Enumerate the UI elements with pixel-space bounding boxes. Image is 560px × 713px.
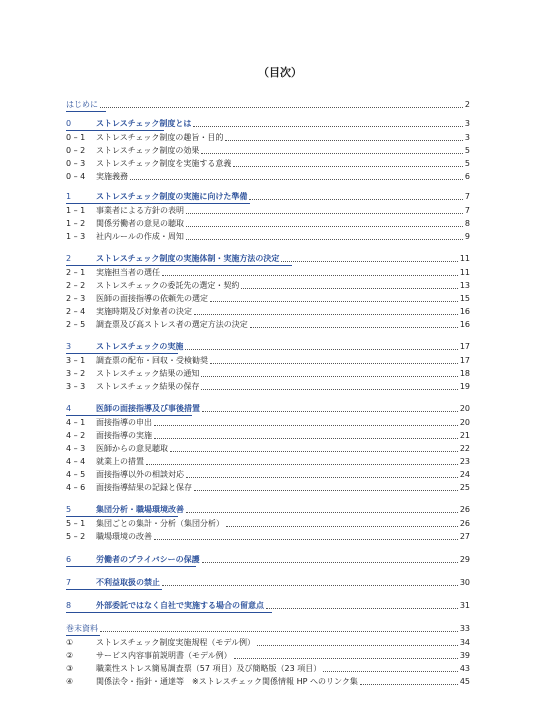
toc-entry[interactable] [66,416,470,428]
toc-leader-dots [210,301,458,302]
toc-leader-dots [201,153,463,154]
section-underline [66,589,162,590]
table-of-contents [66,0,470,713]
toc-entry-label: 職場環境の改善 [96,532,152,541]
toc-entry-page-number: 3 [464,133,470,142]
toc-entry[interactable] [66,230,470,242]
toc-entry-number: 0 – 1 [66,133,86,142]
toc-entry-page-number: 18 [459,369,470,378]
toc-entry-label: 外部委託ではなく自社で実施する場合の留意点 [96,601,264,610]
toc-entry-number: 3 – 1 [66,356,86,365]
toc-entry[interactable] [66,649,470,661]
section-underline [66,612,272,613]
toc-leader-dots [249,199,463,200]
toc-entry[interactable] [66,481,470,493]
toc-entry-page-number: 7 [464,192,470,201]
toc-entry-label: ストレスチェック制度とは [96,119,192,128]
toc-entry[interactable] [66,204,470,216]
toc-entry[interactable] [66,318,470,330]
toc-entry-page-number: 17 [459,356,470,365]
toc-entry-page-number: 15 [459,294,470,303]
toc-entry[interactable] [66,157,470,169]
toc-entry-label: ストレスチェック結果の保存 [96,382,200,391]
toc-entry-number: 4 – 2 [66,431,86,440]
toc-entry-page-number: 3 [464,119,470,128]
toc-entry-label: 面接指導結果の記録と保存 [96,483,192,492]
toc-entry-label: ストレスチェック制度実施規程（モデル例） [96,638,255,647]
toc-entry-number: 1 – 1 [66,206,86,215]
toc-entry[interactable] [66,429,470,441]
toc-entry[interactable] [66,279,470,291]
toc-entry-number: 0 [66,119,72,128]
toc-entry-number: 2 – 2 [66,281,86,290]
toc-entry-page-number: 16 [459,307,470,316]
toc-leader-dots [201,389,457,390]
toc-entry-number: 0 – 2 [66,146,86,155]
toc-entry-page-number: 11 [459,268,470,277]
toc-leader-dots [226,526,458,527]
toc-leader-dots [162,585,458,586]
toc-entry-page-number: 25 [459,483,470,492]
toc-entry-number: ② [66,651,74,660]
section-underline [66,566,196,567]
toc-entry-page-number: 31 [459,601,470,610]
toc-entry-page-number: 20 [459,404,470,413]
toc-entry[interactable] [66,599,470,611]
toc-leader-dots [210,363,458,364]
toc-entry-label: 実施時期及び対象者の決定 [96,307,192,316]
toc-entry[interactable] [66,468,470,480]
toc-entry-page-number: 21 [459,431,470,440]
toc-entry-page-number: 22 [459,444,470,453]
toc-entry-label: 職業性ストレス簡易調査票（57 項目）及び簡略版（23 項目） [96,664,322,673]
toc-entry-page-number: 8 [464,219,470,228]
toc-leader-dots [233,166,463,167]
toc-entry-label: 実施義務 [96,172,128,181]
toc-leader-dots [100,107,463,108]
toc-leader-dots [154,539,458,540]
toc-entry[interactable] [66,675,470,687]
toc-leader-dots [100,631,458,632]
toc-entry-page-number: 7 [464,206,470,215]
toc-entry-page-number: 43 [459,664,470,673]
toc-leader-dots [323,671,458,672]
toc-leader-dots [202,562,458,563]
toc-leader-dots [201,376,457,377]
toc-entry-page-number: 11 [459,254,470,263]
toc-leader-dots [225,140,463,141]
toc-entry-number: 4 – 5 [66,470,86,479]
toc-entry-number: 0 – 4 [66,172,86,181]
toc-leader-dots [162,275,458,276]
toc-entry-label: サービス内容事前説明書（モデル例） [96,651,232,660]
toc-entry-page-number: 17 [459,342,470,351]
toc-entry-label: ストレスチェック制度の実施体制・実施方法の決定 [96,254,280,263]
toc-entry[interactable] [66,190,470,202]
toc-leader-dots [170,451,458,452]
toc-leader-dots [186,213,463,214]
toc-entry-label: 実施担当者の選任 [96,268,160,277]
toc-entry-label: ストレスチェック制度の趣旨・目的 [96,133,224,142]
toc-entry-number: 3 [66,342,72,351]
section-underline [66,111,106,112]
toc-entry[interactable] [66,517,470,529]
toc-entry-number: 5 [66,505,72,514]
toc-entry[interactable] [66,442,470,454]
toc-entry-number: 6 [66,555,72,564]
toc-entry-label: 社内ルールの作成・周知 [96,232,184,241]
toc-entry-label: 巻末資料 [66,624,98,633]
toc-entry-page-number: 27 [459,532,470,541]
toc-entry-page-number: 26 [459,505,470,514]
toc-entry-number: 1 – 3 [66,232,86,241]
toc-entry-page-number: 39 [459,651,470,660]
toc-leader-dots [194,314,458,315]
toc-entry-number: 2 – 3 [66,294,86,303]
toc-leader-dots [154,438,458,439]
toc-entry-number: 4 [66,404,72,413]
toc-leader-dots [193,126,463,127]
toc-entry[interactable] [66,622,470,634]
toc-entry[interactable] [66,662,470,674]
toc-entry[interactable] [66,553,470,565]
toc-leader-dots [266,608,458,609]
toc-entry-label: ストレスチェックの実施 [96,342,184,351]
toc-entry-label: 面接指導以外の相談対応 [96,470,184,479]
toc-entry-label: 関係労働者の意見の聴取 [96,219,184,228]
toc-entry[interactable] [66,503,470,515]
toc-entry-number: 4 – 6 [66,483,86,492]
toc-entry[interactable] [66,380,470,392]
toc-title: （目次） [258,66,302,79]
toc-entry-number: 2 – 4 [66,307,86,316]
toc-entry-page-number: 20 [459,418,470,427]
toc-leader-dots [194,490,458,491]
toc-entry-page-number: 13 [459,281,470,290]
toc-entry-number: 2 [66,254,72,263]
toc-entry-label: 面接指導の実施 [96,431,152,440]
toc-entry[interactable] [66,144,470,156]
toc-entry-number: 1 – 2 [66,219,86,228]
toc-entry[interactable] [66,266,470,278]
toc-entry[interactable] [66,305,470,317]
toc-entry-page-number: 26 [459,519,470,528]
toc-entry-number: ① [66,638,74,647]
toc-entry-number: 5 – 2 [66,532,86,541]
toc-entry-label: 就業上の措置 [96,457,144,466]
toc-entry-label: ストレスチェック制度の効果 [96,146,200,155]
toc-entry[interactable] [66,252,470,264]
toc-entry-number: 4 – 1 [66,418,86,427]
toc-entry-number: ④ [66,677,74,686]
toc-entry-label: 関係法令・指針・通達等 ※ストレスチェック関係情報 HP へのリンク集 [96,677,358,686]
toc-entry[interactable] [66,292,470,304]
toc-entry-number: 3 – 2 [66,369,86,378]
toc-entry-number: 8 [66,601,72,610]
toc-entry[interactable] [66,402,470,414]
toc-entry-label: はじめに [66,100,98,109]
toc-entry-number: 4 – 3 [66,444,86,453]
toc-entry-number: 0 – 3 [66,159,86,168]
toc-leader-dots [186,477,458,478]
toc-leader-dots [234,658,458,659]
toc-leader-dots [130,179,463,180]
toc-entry[interactable] [66,576,470,588]
toc-leader-dots [185,349,457,350]
toc-leader-dots [202,411,458,412]
toc-entry-label: 集団ごとの集計・分析（集団分析） [96,519,224,528]
toc-entry-label: 面接指導の申出 [96,418,152,427]
toc-entry-page-number: 9 [464,232,470,241]
toc-entry[interactable] [66,367,470,379]
toc-entry-number: 4 – 4 [66,457,86,466]
toc-entry-label: 医師の面接指導及び事後措置 [96,404,200,413]
toc-entry-page-number: 33 [459,624,470,633]
toc-entry-page-number: 6 [464,172,470,181]
toc-entry-label: 医師からの意見聴取 [96,444,168,453]
toc-entry-label: ストレスチェック結果の通知 [96,369,200,378]
toc-entry-page-number: 2 [464,100,470,109]
toc-entry-page-number: 23 [459,457,470,466]
toc-entry-number: 3 – 3 [66,382,86,391]
toc-entry-number: 2 – 5 [66,320,86,329]
toc-leader-dots [186,239,463,240]
toc-entry-page-number: 34 [459,638,470,647]
toc-entry[interactable] [66,217,470,229]
toc-entry[interactable] [66,117,470,129]
toc-entry-label: 事業者による方針の表明 [96,206,184,215]
toc-entry-label: 集団分析・職場環境改善 [96,505,184,514]
toc-entry-label: 調査票及び高ストレス者の選定方法の決定 [96,320,248,329]
toc-leader-dots [250,327,458,328]
toc-entry-label: ストレスチェック制度の実施に向けた準備 [96,192,248,201]
toc-entry-page-number: 16 [459,320,470,329]
toc-leader-dots [281,261,457,262]
toc-leader-dots [241,288,457,289]
toc-leader-dots [186,226,463,227]
toc-entry-page-number: 45 [459,677,470,686]
toc-entry[interactable] [66,530,470,542]
toc-entry[interactable] [66,170,470,182]
toc-entry-page-number: 24 [459,470,470,479]
toc-leader-dots [360,684,458,685]
toc-entry-number: ③ [66,664,74,673]
toc-entry-page-number: 29 [459,555,470,564]
toc-entry-label: ストレスチェックの委託先の選定・契約 [96,281,240,290]
toc-entry[interactable] [66,340,470,352]
toc-entry-label: 医師の面接指導の依頼先の選定 [96,294,208,303]
toc-entry-number: 5 – 1 [66,519,86,528]
toc-entry-label: 不利益取扱の禁止 [96,578,160,587]
toc-entry-number: 7 [66,578,72,587]
toc-entry-label: 調査票の配布・回収・受検勧奨 [96,356,208,365]
toc-entry[interactable] [66,98,470,110]
toc-entry[interactable] [66,636,470,648]
toc-entry-number: 1 [66,192,72,201]
toc-entry-page-number: 30 [459,578,470,587]
toc-entry[interactable] [66,131,470,143]
toc-leader-dots [146,464,458,465]
toc-leader-dots [186,512,458,513]
toc-leader-dots [257,645,458,646]
toc-entry[interactable] [66,354,470,366]
toc-leader-dots [154,425,458,426]
toc-entry-number: 2 – 1 [66,268,86,277]
toc-entry-page-number: 19 [459,382,470,391]
toc-entry-label: 労働者のプライバシーの保護 [96,555,200,564]
toc-entry-page-number: 5 [464,146,470,155]
toc-entry-label: ストレスチェック制度を実施する意義 [96,159,232,168]
toc-entry[interactable] [66,455,470,467]
toc-entry-page-number: 5 [464,159,470,168]
